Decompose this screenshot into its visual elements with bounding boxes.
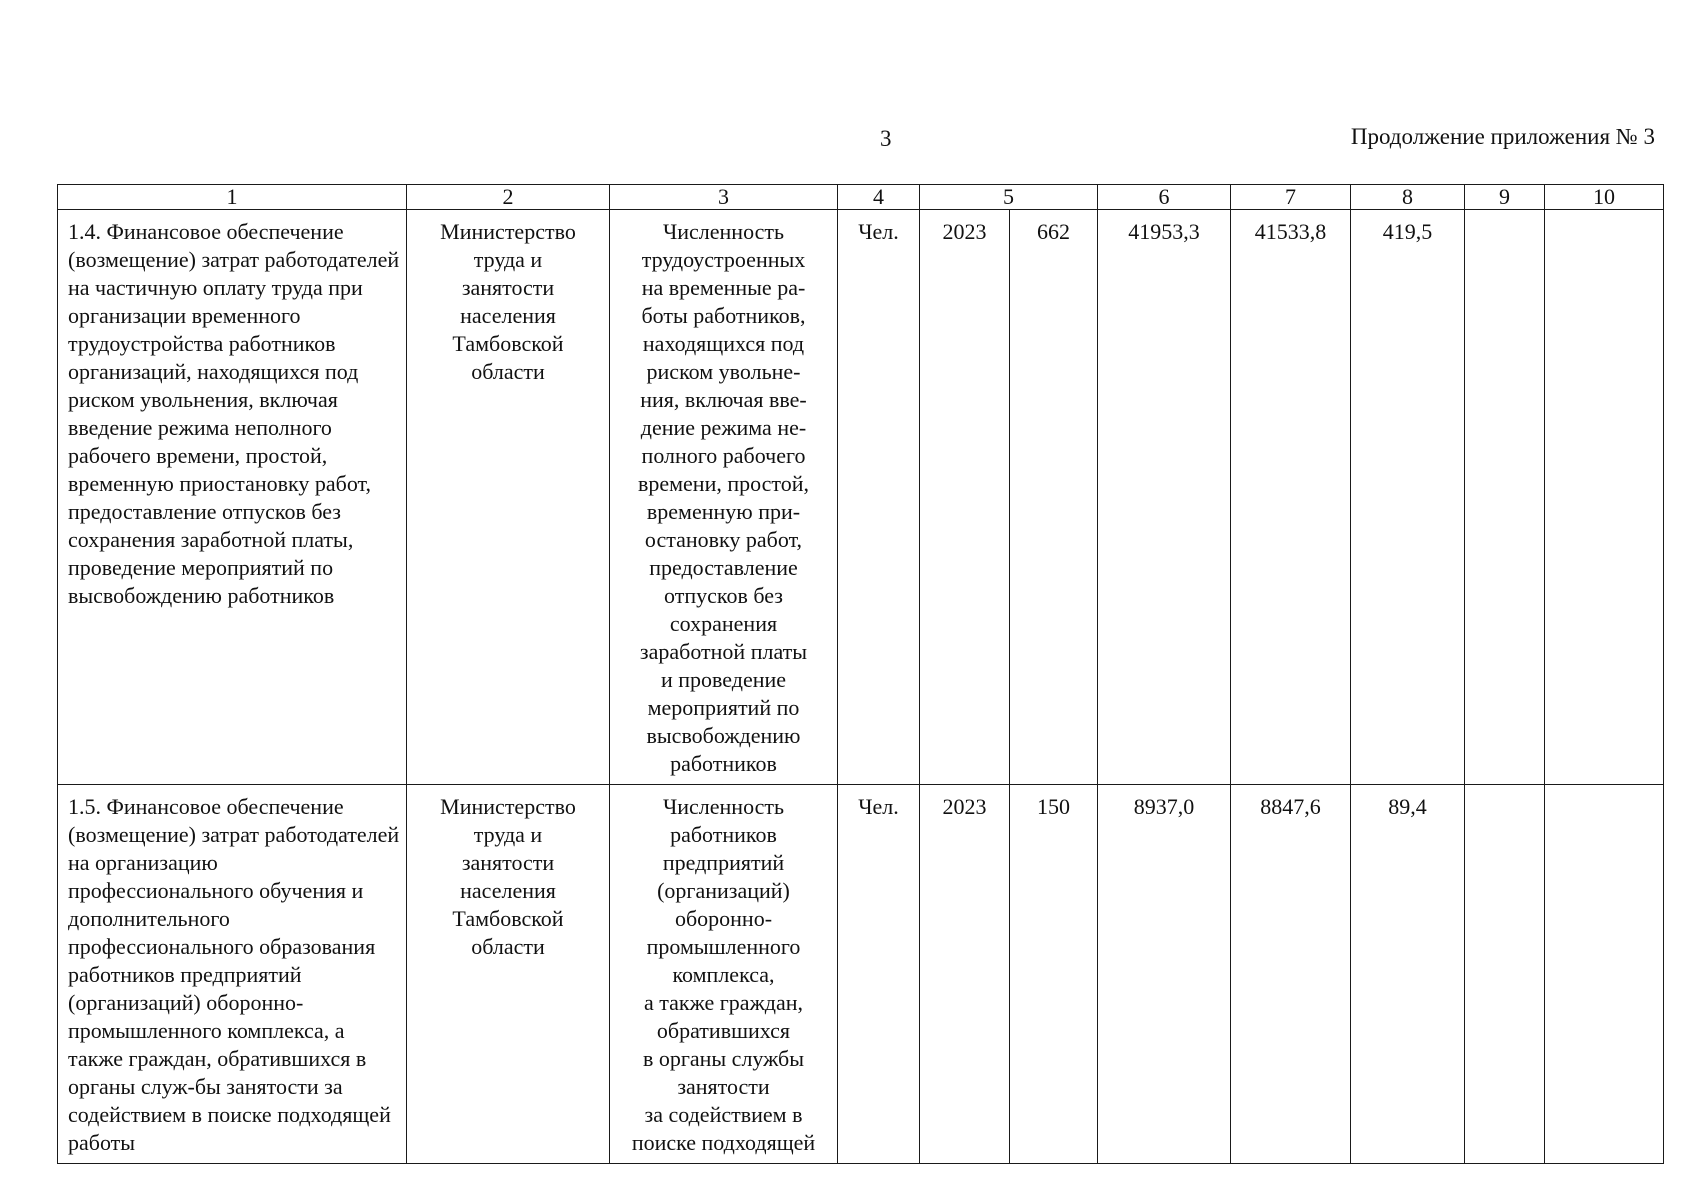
amount-cell-col8: 89,4 bbox=[1351, 785, 1465, 1164]
indicator-cell: Численность работников предприятий (организаций) оборонно- промышленного комплекса, а также граждан, обратившихся в органы службы занятости за содействием в поиске подходящей bbox=[610, 785, 838, 1164]
amount-cell-col7: 41533,8 bbox=[1231, 210, 1351, 785]
page-number: 3 bbox=[880, 126, 892, 151]
empty-cell-col9 bbox=[1465, 210, 1545, 785]
table-row bbox=[58, 210, 1664, 785]
empty-cell-col9 bbox=[1465, 785, 1545, 1164]
empty-cell-col10 bbox=[1545, 785, 1664, 1164]
measure-description-cell: 1.4. Финансовое обеспечение (возмещение) затрат работодателей на частичную оплату труда при организации временного трудоустройства работников организаций, находящихся под риском увольнения, включая введение режима неполного рабочего времени, простой, временную приостановку работ, предоставление отпусков без сохранения заработной платы, проведение мероприятий по высвобождению работников bbox=[58, 210, 407, 785]
amount-cell-col6: 41953,3 bbox=[1098, 210, 1231, 785]
table-header-row bbox=[58, 185, 1664, 210]
column-header-4: 4 bbox=[838, 185, 920, 210]
column-header-10: 10 bbox=[1545, 185, 1664, 210]
column-header-6: 6 bbox=[1098, 185, 1231, 210]
column-header-7: 7 bbox=[1231, 185, 1351, 210]
amount-cell-col6: 8937,0 bbox=[1098, 785, 1231, 1164]
amount-cell-col7: 8847,6 bbox=[1231, 785, 1351, 1164]
indicator-value-cell: 150 bbox=[1010, 785, 1098, 1164]
column-header-5: 5 bbox=[920, 185, 1098, 210]
amount-cell-col8: 419,5 bbox=[1351, 210, 1465, 785]
column-header-3: 3 bbox=[610, 185, 838, 210]
responsible-body-cell: Министерство труда и занятости населения Тамбовской области bbox=[407, 210, 610, 785]
unit-cell: Чел. bbox=[838, 210, 920, 785]
table-row bbox=[58, 785, 1664, 1164]
column-header-8: 8 bbox=[1351, 185, 1465, 210]
responsible-body-cell: Министерство труда и занятости населения Тамбовской области bbox=[407, 785, 610, 1164]
year-cell: 2023 bbox=[920, 785, 1010, 1164]
indicator-value-cell: 662 bbox=[1010, 210, 1098, 785]
year-cell: 2023 bbox=[920, 210, 1010, 785]
column-header-2: 2 bbox=[407, 185, 610, 210]
column-header-9: 9 bbox=[1465, 185, 1545, 210]
data-table bbox=[57, 184, 1664, 1164]
empty-cell-col10 bbox=[1545, 210, 1664, 785]
indicator-cell: Численность трудоустроенных на временные ра- боты работников, находящихся под риском увольне- ния, включая вве- дение режима не- полного рабочего времени, простой, временную при- остановку работ, предоставление отпусков без сохранения заработной платы и проведение мероприятий по высвобождению работников bbox=[610, 210, 838, 785]
unit-cell: Чел. bbox=[838, 785, 920, 1164]
appendix-continuation-label: Продолжение приложения № 3 bbox=[1350, 124, 1655, 149]
measure-description-cell: 1.5. Финансовое обеспечение (возмещение) затрат работодателей на организацию профессионального обучения и дополнительного профессионального образования работников предприятий (организаций) оборонно-промышленного комплекса, а также граждан, обратившихся в органы служ-бы занятости за содействием в поиске подходящей работы bbox=[58, 785, 407, 1164]
column-header-1: 1 bbox=[58, 185, 407, 210]
